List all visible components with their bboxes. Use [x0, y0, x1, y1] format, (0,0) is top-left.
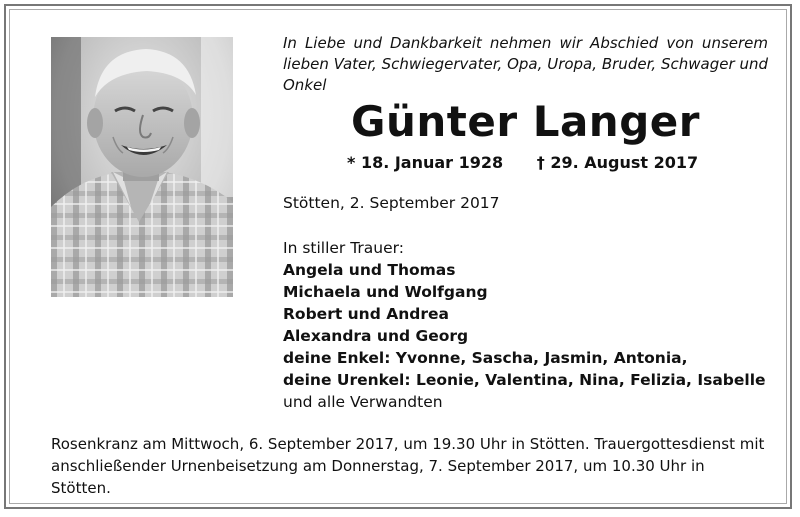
mourner-line: Alexandra und Georg: [283, 327, 469, 345]
mourner-line: Michaela und Wolfgang: [283, 283, 488, 301]
mourner-line: deine Enkel: Yvonne, Sascha, Jasmin, Antonia,: [283, 349, 688, 367]
mourning-intro: In stiller Trauer:: [283, 239, 404, 257]
closing-line: und alle Verwandten: [283, 393, 443, 411]
obituary-notice: [4, 4, 792, 509]
mourner-line: deine Urenkel: Leonie, Valentina, Nina, Felizia, Isabelle: [283, 371, 766, 389]
mourner-line: Angela und Thomas: [283, 261, 456, 279]
mourners-block: [283, 237, 766, 413]
place-and-date: Stötten, 2. September 2017: [283, 194, 500, 212]
birth-date: * 18. Januar 1928: [347, 153, 504, 172]
intro-text: In Liebe und Dankbarkeit nehmen wir Abschied von unserem lieben Vater, Schwiegervater, Opa, Uropa, Bruder, Schwager und Onkel: [283, 34, 768, 94]
death-date: † 29. August 2017: [536, 153, 699, 172]
service-details: Rosenkranz am Mittwoch, 6. September 2017, um 19.30 Uhr in Stötten. Trauergottesdienst mit anschließender Urnenbeisetzung am Donnerstag, 7. September 2017, um 10.30 Uhr in Stötten.: [51, 435, 765, 497]
mourner-line: Robert und Andrea: [283, 305, 449, 323]
life-dates: [347, 152, 698, 174]
portrait-photo: [51, 37, 233, 297]
deceased-name: Günter Langer: [351, 97, 700, 146]
